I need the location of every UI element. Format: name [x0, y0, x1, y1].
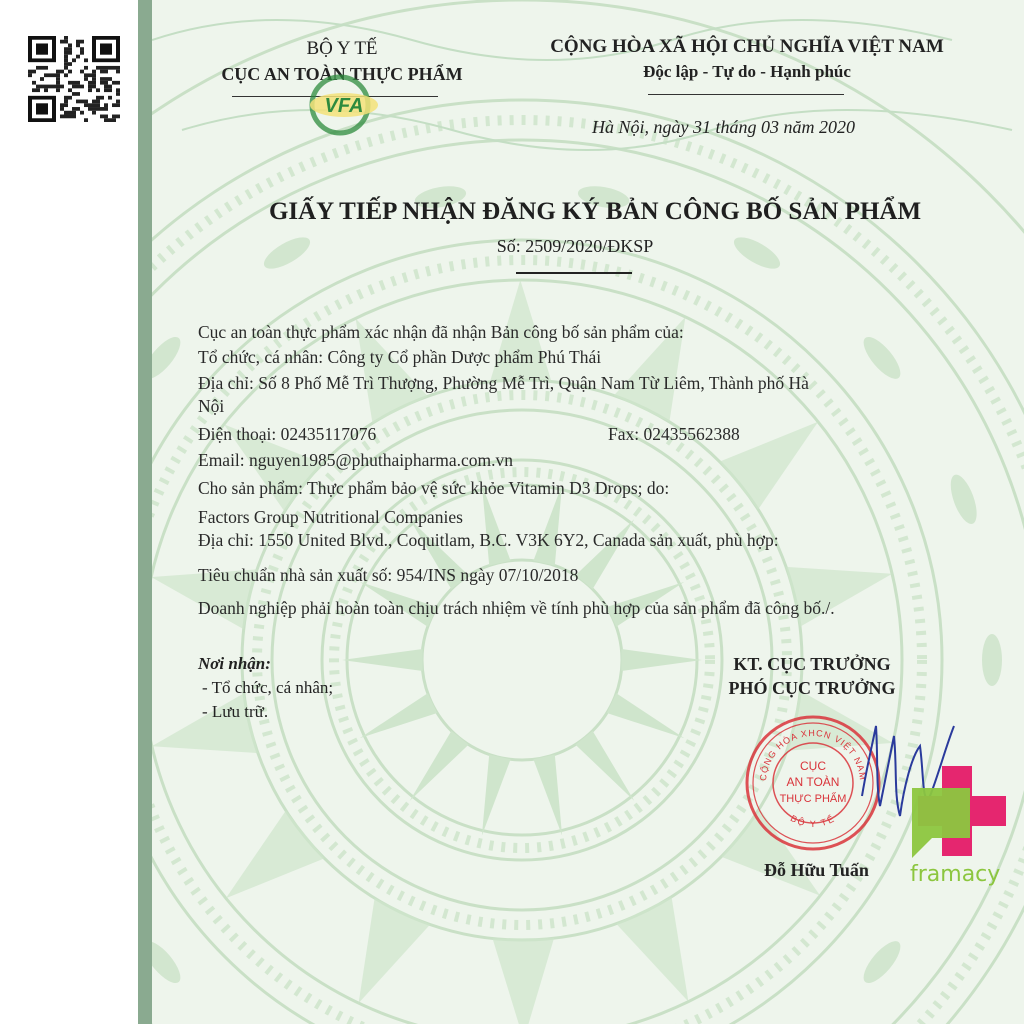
drum-bird-motif [152, 936, 186, 989]
svg-text:VFA: VFA [324, 95, 364, 117]
national-motto: Độc lập - Tự do - Hạnh phúc [643, 62, 851, 81]
drum-bird-motif [259, 231, 314, 274]
recipients-heading: Nơi nhận: [198, 654, 271, 673]
recipient-item: - Tổ chức, cá nhân; [202, 678, 334, 697]
drum-star-ray [575, 731, 634, 801]
drum-outer-ray [359, 898, 431, 1003]
body-intro: Cục an toàn thực phẩm xác nhận đã nhận Bản công bố sản phẩm của: [198, 322, 684, 342]
svg-text:THỰC PHẨM: THỰC PHẨM [779, 793, 847, 805]
framacy-logo-icon [912, 766, 1008, 865]
drum-star-ray [533, 755, 562, 836]
svg-text:AN TOÀN: AN TOÀN [786, 775, 840, 789]
fax: Fax: 02435562388 [608, 424, 740, 444]
drum-bird-motif [982, 634, 1002, 686]
drum-star-ray [607, 693, 684, 738]
svg-text:BỘ Y TẾ: BỘ Y TẾ [788, 813, 838, 829]
header-right-underline [648, 94, 844, 95]
qr-code-graphic [28, 36, 120, 122]
issue-date: Hà Nội, ngày 31 tháng 03 năm 2020 [592, 117, 855, 137]
drum-outer-ray [616, 897, 688, 1002]
certificate-document [138, 0, 1024, 1024]
manufacturer: Factors Group Nutritional Companies [198, 507, 463, 527]
agency-name: CỤC AN TOÀN THỰC PHẨM [221, 64, 463, 84]
organization: Tổ chức, cá nhân: Công ty Cổ phần Dược phẩm Phú Thái [198, 347, 602, 367]
email: Email: nguyen1985@phuthaipharma.com.vn [198, 450, 514, 470]
recipient-item: - Lưu trữ. [202, 702, 269, 721]
vfa-logo [292, 72, 388, 143]
phone: Điện thoại: 02435117076 [198, 424, 377, 444]
drum-star-ray [410, 731, 469, 801]
drum-star-ray [482, 755, 511, 836]
framacy-wordmark: framacy [910, 862, 1001, 887]
signer-name: Đỗ Hữu Tuấn [764, 860, 869, 880]
drum-bird-motif [152, 332, 186, 385]
svg-text:CỤC: CỤC [800, 759, 826, 773]
product: Cho sản phẩm: Thực phẩm bảo vệ sức khỏe Vitamin D3 Drops; do: [198, 478, 670, 498]
drum-bird-motif [945, 471, 982, 527]
signer-title-1: KT. CỤC TRƯỞNG [733, 654, 891, 674]
document-title: GIẤY TIẾP NHẬN ĐĂNG KÝ BẢN CÔNG BỐ SẢN PHẨM [268, 198, 922, 225]
drum-star-ray [342, 649, 423, 671]
responsibility-statement: Doanh nghiệp phải hoàn toàn chịu trách nhiệm về tính phù hợp của sản phẩm đã công bố./. [198, 598, 835, 618]
organization-address: Địa chỉ: Số 8 Phố Mễ Trì Thượng, Phường Mễ Trì, Quận Nam Từ Liêm, Thành phố Hà [198, 373, 809, 393]
drum-bird-motif [858, 936, 907, 989]
document-number: Số: 2509/2020/ĐKSP [496, 236, 654, 256]
drum-bird-motif [858, 332, 907, 385]
drum-outer-ray [493, 938, 555, 1024]
qr-code [28, 36, 120, 122]
manufacturer-address: Địa chỉ: 1550 United Blvd., Coquitlam, B.C. V3K 6Y2, Canada sản xuất, phù hợp: [198, 530, 779, 550]
signer-title-2: PHÓ CỤC TRƯỞNG [728, 678, 896, 698]
manufacturer-standard: Tiêu chuẩn nhà sản xuất số: 954/INS ngày 07/10/2018 [198, 565, 579, 585]
ministry-name: BỘ Y TẾ [306, 38, 378, 59]
drum-outer-ray [226, 811, 325, 899]
title-underline [516, 272, 632, 274]
drum-star-ray [360, 693, 437, 738]
country-name: CỘNG HÒA XÃ HỘI CHỦ NGHĨA VIỆT NAM [550, 36, 944, 57]
organization-address-cont: Nội [198, 396, 225, 416]
svg-text:CỘNG HÒA XHCN VIỆT NAM: CỘNG HÒA XHCN VIỆT NAM [757, 727, 869, 782]
